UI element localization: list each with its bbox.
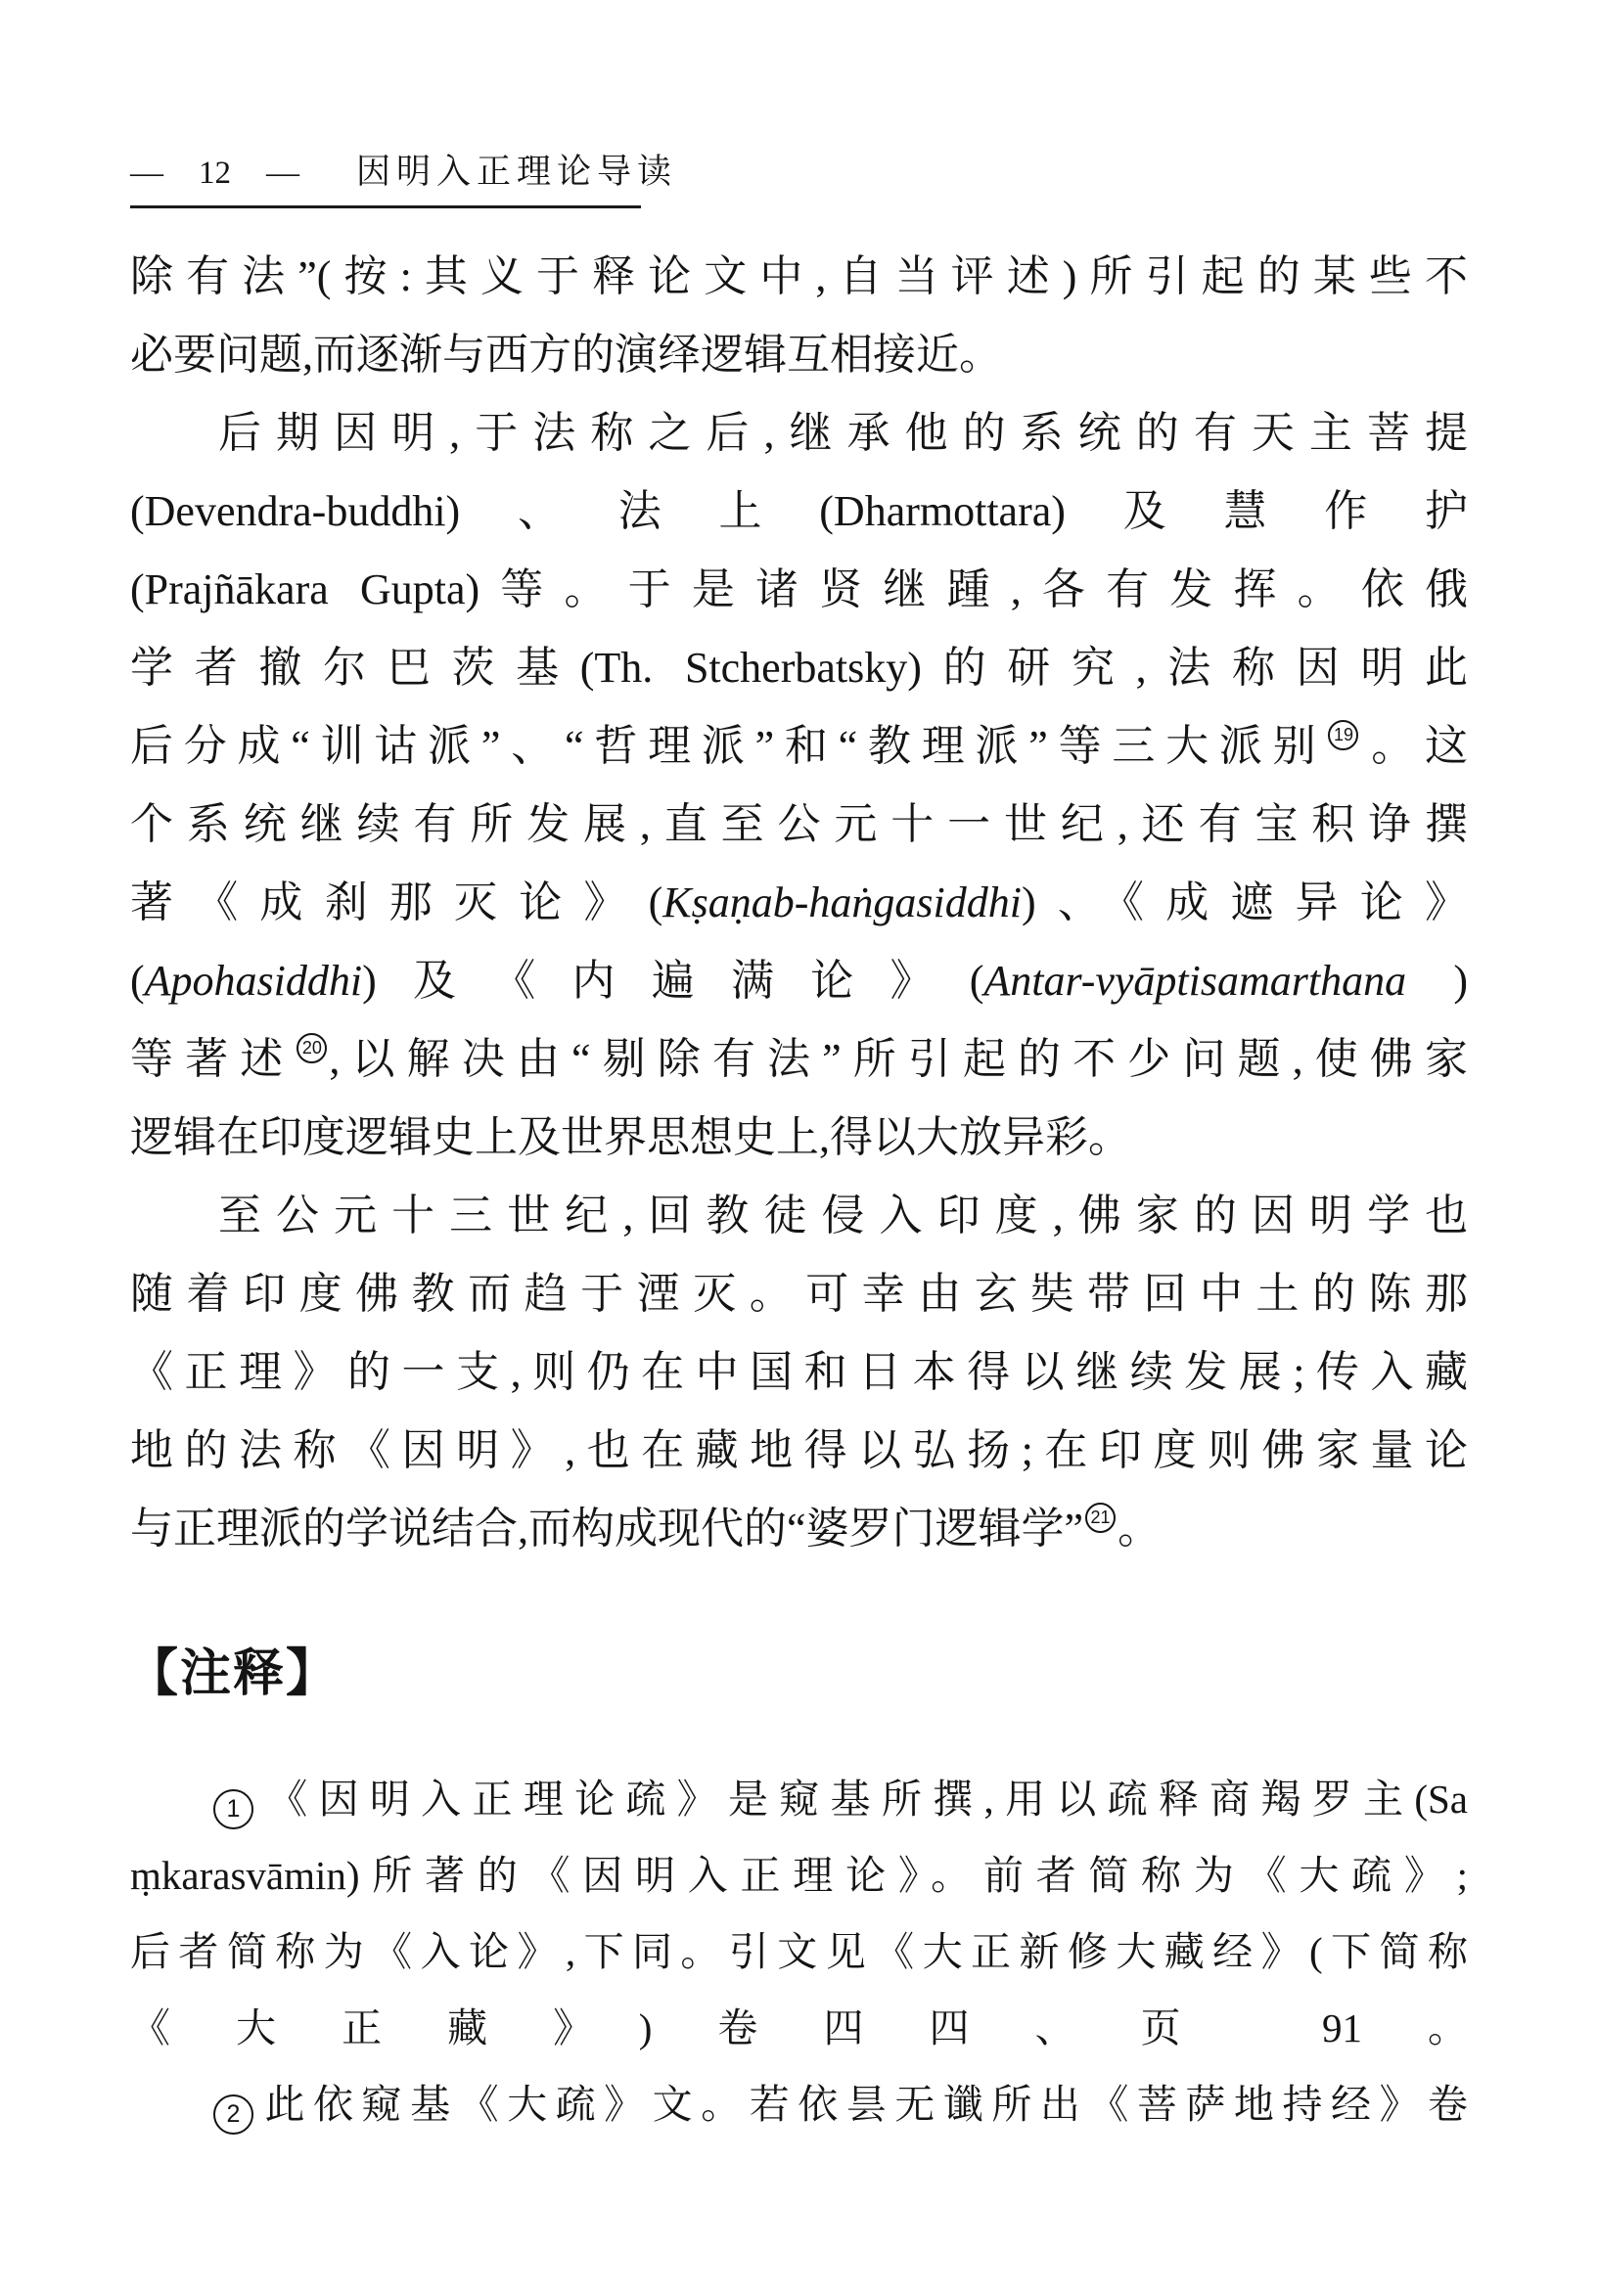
text-line <box>130 1177 1468 1255</box>
text-segment: 等著述 <box>130 1035 296 1083</box>
text-segment: ) <box>1406 957 1469 1005</box>
text-segment: 《因明入正理论疏》是窥基所撰,用以疏释商羯罗主(Sa <box>256 1777 1468 1822</box>
text-segment: ,以解决由“剔除有法”所引起的不少问题,使佛家 <box>329 1035 1469 1083</box>
footnote-marker: 21 <box>1085 1503 1116 1533</box>
text-segment: Apohasiddhi <box>144 957 363 1005</box>
text-segment: 。 <box>1118 1505 1162 1553</box>
text-segment: 后期因明,于法称之后,继承他的系统的有天主菩提 <box>218 409 1468 457</box>
text-line <box>130 786 1468 864</box>
footnote-marker: 1 <box>213 1789 253 1829</box>
header-dash-left: — <box>130 155 163 191</box>
text-segment: 后分成“训诂派”、“哲理派”和“教理派”等三大派别 <box>130 722 1327 770</box>
text-segment: 除有法”(按:其义于释论文中,自当评述)所引起的某些不 <box>130 252 1468 300</box>
main-text-block <box>130 238 1468 1568</box>
notes-block <box>130 1761 1468 2142</box>
text-segment: (Prajñākara Gupta)等。于是诸贤继踵,各有发挥。依俄 <box>130 565 1468 613</box>
text-line <box>130 238 1468 316</box>
text-segment: Antar-vyāptisamarthana <box>983 957 1407 1005</box>
text-line <box>130 551 1468 629</box>
text-line <box>130 1490 1468 1568</box>
text-line <box>130 707 1468 786</box>
text-segment: 个系统继续有所发展,直至公元十一世纪,还有宝积诤撰 <box>130 800 1468 848</box>
text-segment: 必要问题,而逐渐与西方的演绎逻辑互相接近。 <box>130 331 1002 379</box>
text-line <box>130 1333 1468 1412</box>
footnote-marker: 20 <box>297 1033 327 1063</box>
text-line <box>130 1761 1468 1837</box>
text-line <box>130 1099 1468 1177</box>
text-segment: 。这 <box>1360 722 1468 770</box>
text-line <box>130 1837 1468 1913</box>
text-line <box>130 2066 1468 2142</box>
text-segment: 《正理》的一支,则仍在中国和日本得以继续发展;传入藏 <box>130 1348 1468 1396</box>
text-segment: 地的法称《因明》,也在藏地得以弘扬;在印度则佛家量论 <box>130 1426 1468 1474</box>
text-line <box>130 1255 1468 1333</box>
text-segment: 后者简称为《入论》,下同。引文见《大正新修大藏经》(下简称 <box>130 1929 1468 1974</box>
text-line <box>130 864 1468 942</box>
text-segment: 至公元十三世纪,回教徒侵入印度,佛家的因明学也 <box>218 1192 1468 1239</box>
text-line <box>130 1412 1468 1490</box>
footnote-marker: 19 <box>1328 720 1358 750</box>
text-segment: )、《成遮异论》 <box>1021 878 1468 926</box>
notes-section-heading: 【注释】 <box>127 1646 340 1702</box>
text-line <box>130 1020 1468 1099</box>
text-line <box>130 316 1468 394</box>
text-line <box>130 473 1468 551</box>
text-line <box>130 1990 1468 2066</box>
text-line <box>130 394 1468 473</box>
text-segment: (Devendra-buddhi)、法上(Dharmottara)及慧作护 <box>130 487 1468 535</box>
text-segment: 著《成刹那灭论》( <box>130 878 663 926</box>
text-segment: 学者撤尔巴茨基(Th. Stcherbatsky)的研究,法称因明此 <box>130 644 1468 692</box>
text-segment: 此依窥基《大疏》文。若依昙无谶所出《菩萨地持经》卷 <box>256 2082 1468 2127</box>
book-title: 因明入正理论导读 <box>356 153 678 191</box>
running-header <box>130 145 678 208</box>
page-number: 12 <box>199 156 231 191</box>
text-segment: 随着印度佛教而趋于湮灭。可幸由玄奘带回中土的陈那 <box>130 1270 1468 1318</box>
text-line <box>130 629 1468 707</box>
text-segment: )及《内遍满论》( <box>362 957 984 1005</box>
footnote-marker: 2 <box>213 2094 253 2135</box>
text-segment: 《大正藏》)卷四四、页 91。 <box>130 2005 1468 2050</box>
text-line <box>130 1913 1468 1990</box>
text-segment: ṃkarasvāmin)所著的《因明入正理论》。前者简称为《大疏》; <box>130 1853 1468 1898</box>
text-segment: 与正理派的学说结合,而构成现代的“婆罗门逻辑学” <box>130 1505 1084 1553</box>
text-line <box>130 942 1468 1020</box>
text-segment: ( <box>130 957 145 1005</box>
text-segment: Kṣaṇab-haṅgasiddhi <box>662 878 1022 926</box>
text-segment: 逻辑在印度逻辑史上及世界思想史上,得以大放异彩。 <box>130 1113 1131 1161</box>
header-dash-right: — <box>266 155 299 191</box>
